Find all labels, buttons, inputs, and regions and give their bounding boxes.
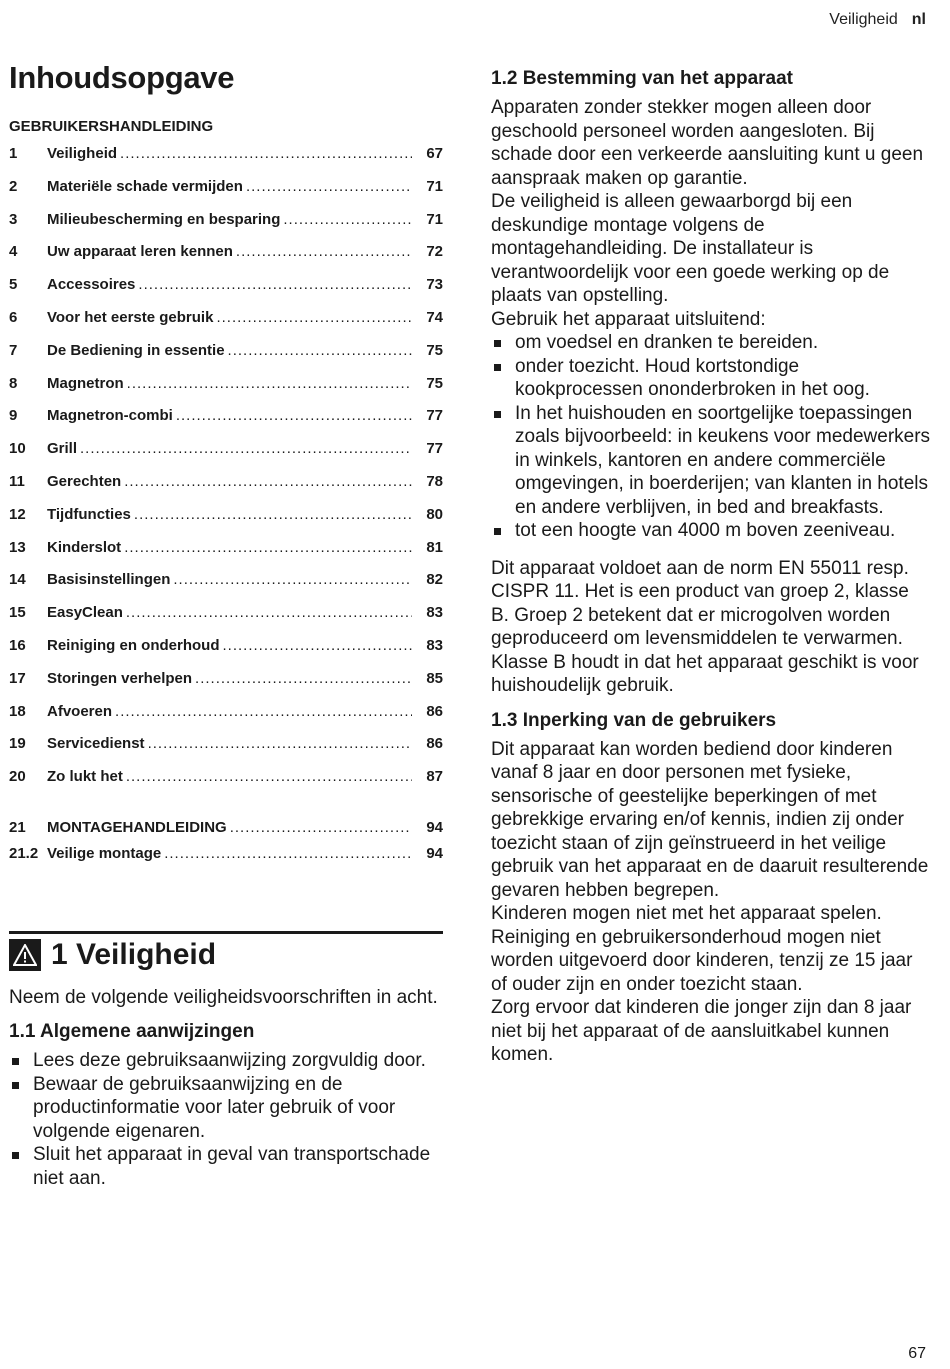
toc-entry[interactable]: [9, 845, 443, 871]
toc-entry-number: 19: [9, 735, 26, 753]
toc-entry[interactable]: [9, 243, 443, 276]
toc-entry-page: 67: [426, 145, 443, 162]
toc-entry-number: 21: [9, 818, 26, 836]
section-1-3-title: 1.3 Inperking van de gebruikers: [491, 709, 777, 731]
toc-entry-leader: [195, 670, 412, 687]
toc-entry-leader: [134, 506, 412, 523]
toc-entry-number: 1: [9, 145, 18, 162]
toc-entry-number: 17: [9, 669, 26, 687]
toc-entry-page: 94: [426, 818, 443, 836]
safety-heading: [9, 931, 443, 972]
toc-entry-page: 94: [426, 844, 443, 862]
toc-entry-number: 21.2: [9, 844, 39, 862]
toc-entry-leader: [138, 276, 412, 293]
toc-entry-leader: [173, 571, 412, 588]
toc-list: [9, 145, 443, 801]
section-1-1-title: 1.1 Algemene aanwijzingen: [9, 1021, 255, 1043]
toc-entry-number: 14: [9, 571, 26, 589]
toc-entry-number: 13: [9, 538, 26, 556]
section-1-2-para: Apparaten zonder stekker mogen alleen door geschoold personeel worden aangesloten. Bij schade door een verkeerde aansluiting kunt u geen aanspraak maken op garantie.: [491, 97, 924, 189]
toc-entry-leader: [126, 768, 412, 785]
section-1-2-para: De veiligheid is alleen gewaarborgd bij een deskundige montage volgens de montagehandleiding. De installateur is verantwoordelijk voor een goede werking op de plaats van opstelling.: [491, 191, 890, 306]
toc-entry-title: Milieubescherming en besparing: [47, 210, 281, 228]
toc-entry-page: 81: [426, 538, 443, 556]
toc-entry-leader: [124, 473, 412, 490]
toc-entry-page: 87: [426, 768, 443, 786]
toc-entry-page: 82: [426, 571, 443, 589]
left-column: [9, 60, 443, 1190]
toc-entry-title: Accessoires: [47, 276, 136, 294]
section-1-2-title: 1.2 Bestemming van het apparaat: [491, 68, 793, 89]
warning-icon: [9, 939, 41, 971]
toc-entry[interactable]: [9, 571, 443, 604]
section-1-3-para: Dit apparaat kan worden bediend door kinderen vanaf 8 jaar en door personen met fysieke, sensorische of geestelijke beperkingen of met gebrekkige ervaring en/of kennis, indien zij onder toezicht staan of zijn geïnstrueerd in het veilige gebruik van het apparaat en de daaruit resulterende gevaren hebben begrepen.: [491, 738, 929, 901]
toc-entry-title: Voor het eerste gebruik: [47, 308, 214, 326]
toc-entry-title: Veiligheid: [47, 145, 118, 162]
page-header: [829, 11, 926, 29]
list-item: In het huishouden en soortgelijke toepassingen zoals bijvoorbeeld: in keukens voor medewerkers in winkels, kantoren en andere commerciële omgevingen, in boerderijen; van klanten in hotels en andere verblijven, in bed and breakfasts.: [491, 402, 931, 520]
toc-entry[interactable]: [9, 819, 443, 845]
toc-entry[interactable]: [9, 309, 443, 342]
list-item: Bewaar de gebruiksaanwijzing en de productinformatie voor later gebruik of voor volgende eigenaren.: [9, 1073, 443, 1144]
toc-entry[interactable]: [9, 375, 443, 408]
section-1-3-para: Reiniging en gebruikersonderhoud mogen niet worden uitgevoerd door kinderen, tenzij ze 15 jaar of ouder zijn en onder toezicht staan.: [491, 926, 913, 995]
right-column: [491, 68, 931, 1067]
toc-entry[interactable]: [9, 539, 443, 572]
toc-entry-page: 75: [426, 374, 443, 392]
toc-entry-title: Grill: [47, 440, 78, 458]
toc-entry-title: Zo lukt het: [47, 768, 123, 786]
toc-entry-page: 83: [426, 636, 443, 654]
safety-intro: Neem de volgende veiligheidsvoorschriften in acht.: [9, 986, 438, 1008]
toc-entry[interactable]: [9, 440, 443, 473]
toc-entry-leader: [230, 819, 412, 836]
toc-entry-page: 72: [426, 243, 443, 261]
toc-entry[interactable]: [9, 211, 443, 244]
header-section: Veiligheid: [829, 11, 898, 28]
toc-entry-number: 2: [9, 177, 18, 195]
toc-entry-page: 74: [426, 308, 443, 326]
toc-entry-leader: [148, 735, 412, 752]
toc-entry-page: 86: [426, 735, 443, 753]
header-lang: nl: [911, 11, 926, 28]
toc-entry-number: 16: [9, 636, 26, 654]
section-1-1-list: [9, 1049, 443, 1190]
toc-entry-number: 4: [9, 243, 18, 261]
toc-entry-title: Servicedienst: [47, 735, 145, 753]
toc-entry-leader: [120, 145, 412, 162]
toc-entry-page: 75: [426, 341, 443, 359]
section-1-2-list: [491, 331, 931, 543]
toc-entry-title: EasyClean: [47, 604, 123, 622]
list-item: tot een hoogte van 4000 m boven zeeniveau.: [491, 519, 931, 543]
toc-entry-page: 71: [426, 210, 443, 228]
toc-entry[interactable]: [9, 407, 443, 440]
toc-entry-leader: [223, 637, 413, 654]
toc-entry-number: 10: [9, 440, 26, 458]
toc-entry-title: De Bediening in essentie: [47, 341, 225, 359]
list-item: om voedsel en dranken te bereiden.: [491, 331, 931, 355]
list-item: Sluit het apparaat in geval van transportschade niet aan.: [9, 1143, 443, 1190]
toc-entry-page: 80: [426, 505, 443, 523]
list-item: onder toezicht. Houd kortstondige kookprocessen ononderbroken in het oog.: [491, 355, 931, 402]
toc-entry-number: 9: [9, 407, 18, 425]
section-1-2-para: Gebruik het apparaat uitsluitend:: [491, 308, 766, 330]
toc-entry-leader: [176, 407, 412, 424]
toc-entry-page: 78: [426, 472, 443, 490]
toc-entry-leader: [124, 539, 412, 556]
toc-entry[interactable]: [9, 768, 443, 801]
toc-entry-number: 11: [9, 472, 25, 490]
toc-entry-leader: [126, 604, 412, 621]
toc-entry[interactable]: [9, 604, 443, 637]
toc-entry[interactable]: [9, 506, 443, 539]
section-1-3-para: Kinderen mogen niet met het apparaat spelen.: [491, 903, 882, 924]
toc-entry-page: 86: [426, 702, 443, 720]
toc-entry-page: 77: [426, 407, 443, 425]
toc-entry-title: Materiële schade vermijden: [47, 177, 243, 195]
toc-entry-number: 3: [9, 210, 18, 228]
toc-entry-page: 85: [426, 669, 443, 687]
toc-entry-leader: [236, 243, 412, 260]
toc-entry[interactable]: [9, 145, 443, 178]
toc-entry-title: Gerechten: [47, 472, 122, 490]
toc-entry[interactable]: [9, 637, 443, 670]
toc-entry-page: 77: [426, 440, 443, 458]
toc-entry-title: Tijdfuncties: [47, 505, 131, 523]
toc-entry-leader: [246, 178, 412, 195]
toc-entry-title: Kinderslot: [47, 538, 122, 556]
toc-title: Inhoudsopgave: [9, 60, 235, 95]
toc-entry-leader: [283, 211, 412, 228]
toc-entry-number: 20: [9, 768, 26, 786]
toc-entry-number: 18: [9, 702, 26, 720]
toc-entry-number: 12: [9, 505, 26, 523]
toc-entry[interactable]: [9, 276, 443, 309]
toc-entry-title: Reiniging en onderhoud: [47, 636, 220, 654]
toc-entry-number: 6: [9, 308, 18, 326]
toc-entry[interactable]: [9, 670, 443, 703]
toc-entry-leader: [164, 845, 412, 862]
toc-entry[interactable]: [9, 735, 443, 768]
toc-entry[interactable]: [9, 473, 443, 506]
toc-entry-number: 15: [9, 604, 26, 622]
toc-entry-leader: [228, 342, 412, 359]
toc-entry-page: 71: [426, 177, 443, 195]
toc-entry-leader: [216, 309, 412, 326]
toc-entry-title: Uw apparaat leren kennen: [47, 243, 233, 261]
toc-entry-page: 73: [426, 276, 443, 294]
toc-entry[interactable]: [9, 178, 443, 211]
toc-entry[interactable]: [9, 342, 443, 375]
toc-entry-leader: [80, 440, 412, 457]
list-item: Lees deze gebruiksaanwijzing zorgvuldig door.: [9, 1049, 443, 1073]
toc-entry-number: 7: [9, 341, 18, 359]
toc-entry-leader: [127, 375, 412, 392]
toc-entry-number: 8: [9, 374, 18, 392]
toc-entry-title: Basisinstellingen: [47, 571, 171, 589]
toc-section-heading: GEBRUIKERSHANDLEIDING: [9, 118, 214, 135]
safety-heading-text: 1 Veiligheid: [51, 937, 217, 971]
toc-entry-title: Magnetron-combi: [47, 407, 173, 425]
toc-entry-title: Storingen verhelpen: [47, 669, 193, 687]
toc-entry-title: Magnetron: [47, 374, 124, 392]
toc-montage-list: [9, 819, 443, 871]
page-number: 67: [908, 1345, 926, 1362]
toc-entry-title: Afvoeren: [47, 702, 113, 720]
section-1-3-para: Zorg ervoor dat kinderen die jonger zijn dan 8 jaar niet bij het apparaat of de aansluitkabel kunnen komen.: [491, 997, 912, 1065]
toc-entry-number: 5: [9, 276, 18, 294]
toc-entry-page: 83: [426, 604, 443, 622]
toc-entry-title: Veilige montage: [47, 844, 162, 862]
toc-entry-title: MONTAGEHANDLEIDING: [47, 818, 227, 836]
toc-entry[interactable]: [9, 703, 443, 736]
section-1-2-para: Dit apparaat voldoet aan de norm EN 55011 resp. CISPR 11. Het is een product van groep 2, klasse B. Groep 2 betekent dat er microgolven worden geproduceerd om levensmiddelen te verwarmen. Klasse B houdt in dat het apparaat geschikt is voor huishoudelijk gebruik.: [491, 557, 919, 696]
toc-entry-leader: [115, 703, 412, 720]
